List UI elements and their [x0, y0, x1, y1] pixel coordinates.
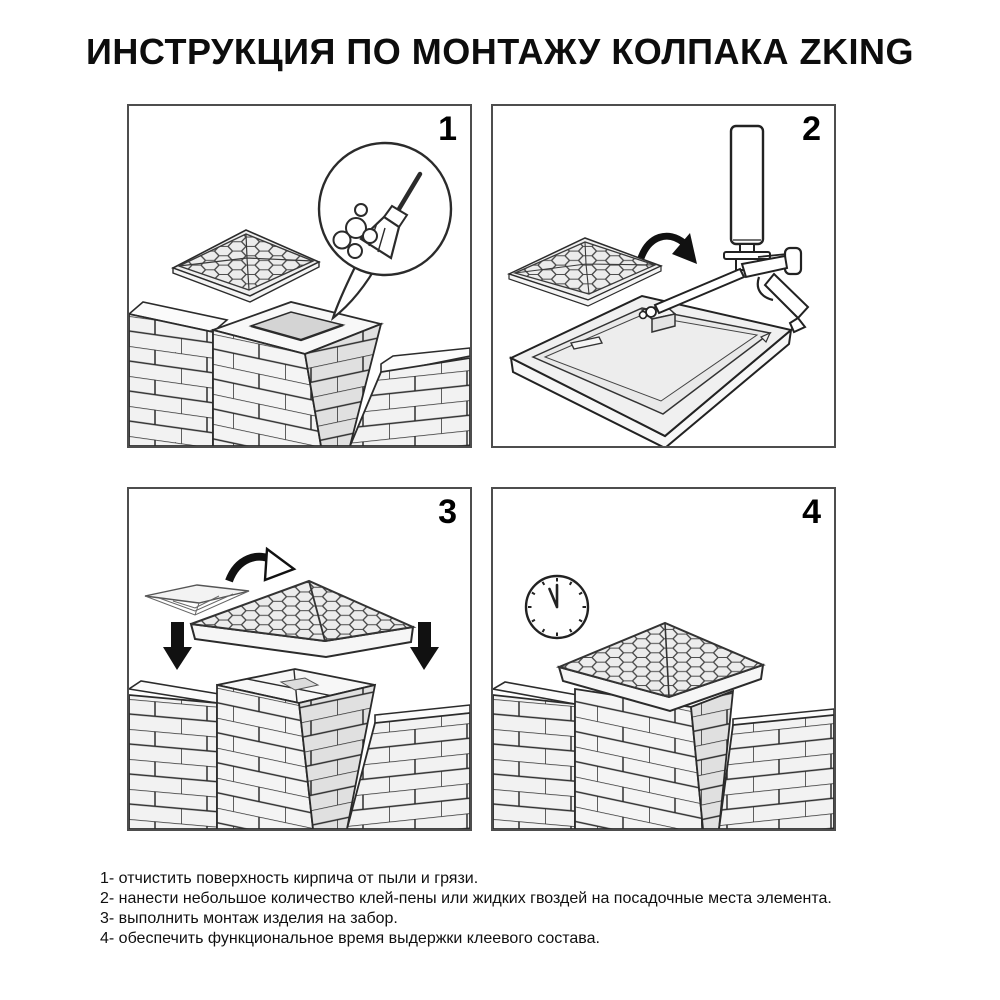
brick-pillar [217, 669, 375, 829]
panel-step-2 [491, 104, 836, 448]
step-number: 1 [438, 110, 457, 148]
step-1-illustration [129, 106, 470, 446]
flip-arrow-icon [641, 233, 697, 264]
brick-wall-right [719, 709, 834, 829]
cap-underside-tray [511, 296, 791, 446]
clock-icon [526, 576, 588, 638]
instruction-step-3: 3- выполнить монтаж изделия на забор. [100, 910, 398, 927]
brick-pillar [213, 302, 381, 446]
panel-step-4 [491, 487, 836, 831]
panel-step-1 [127, 104, 472, 448]
brick-wall [493, 682, 583, 829]
step-number: 3 [438, 493, 457, 531]
brick-pillar [575, 689, 733, 829]
panel-step-3 [127, 487, 472, 831]
step-number: 2 [802, 110, 821, 148]
instruction-step-1: 1- отчистить поверхность кирпича от пыли и грязи. [100, 870, 479, 887]
step-2-illustration [493, 106, 834, 446]
step-4-illustration [493, 489, 834, 829]
foam-gun-icon [640, 126, 809, 332]
step-number: 4 [802, 493, 821, 531]
flip-arrow-icon [229, 549, 294, 581]
step-3-illustration [129, 489, 470, 829]
instruction-list [100, 869, 832, 949]
pillar-cap [173, 230, 319, 302]
instruction-step-2: 2- нанести небольшое количество клей-пены или жидких гвоздей на посадочные места элемента. [100, 890, 832, 907]
brick-wall [129, 681, 225, 829]
instruction-step-4: 4- обеспечить функциональное время выдержки клеевого состава. [100, 930, 600, 947]
page-title: ИНСТРУКЦИЯ ПО МОНТАЖУ КОЛПАКА ZKING [85, 31, 914, 72]
pillar-cap-small [509, 238, 661, 306]
